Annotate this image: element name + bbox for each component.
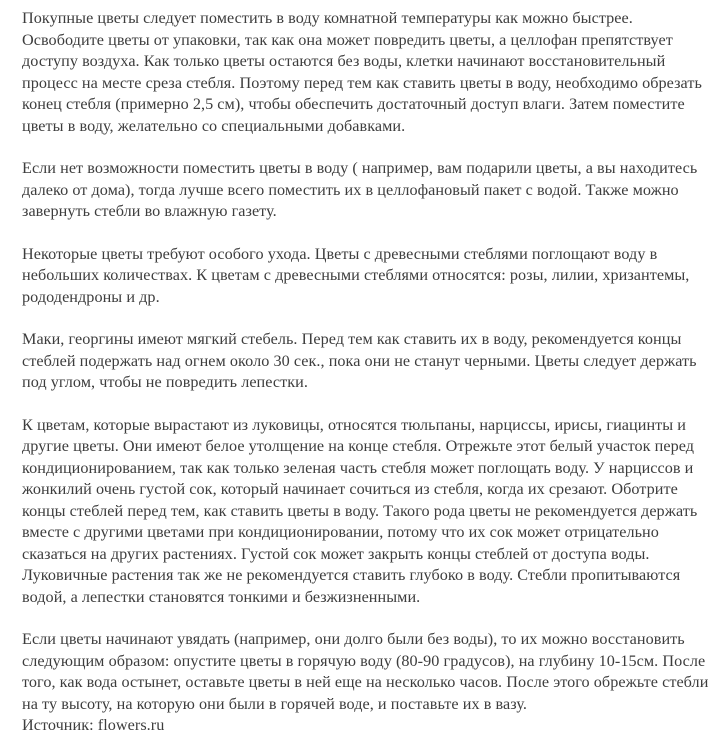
paragraph-soft-stems: Маки, георгины имеют мягкий стебель. Перед тем как ставить их в воду, рекомендуется концы стеблей подержать над огнем около 30 сек., пока они не станут черными. Цветы следует держать под углом, чтобы не повредить лепестки. [22,330,697,391]
paragraph-fresh-flowers: Покупные цветы следует поместить в воду комнатной температуры как можно быстрее. Освободите цветы от упаковки, так как она может повредить цветы, а целлофан препятствует доступу воздуха. Как только цветы остаются без воды, клетки начинают восстановительный процесс на месте среза стебля. Поэтому перед тем как ставить цветы в воду, необходимо обрезать конец стебля (примерно 2,5 см), чтобы обеспечить достаточный доступ влаги. Затем поместите цветы в воду, желательно со специальными добавками. [22,9,702,135]
source-line: Источник: flowers.ru [22,716,165,734]
paragraph-no-water: Если нет возможности поместить цветы в воду ( например, вам подарили цветы, а вы находитесь далеко от дома), тогда лучше всего поместить их в целлофановый пакет с водой. Также можно завернуть стебли во влажную газету. [22,159,698,220]
paragraph-bulb-flowers: К цветам, которые вырастают из луковицы, относятся тюльпаны, нарциссы, ирисы, гиацинты и другие цветы. Они имеют белое утолщение на конце стебля. Отрежьте этот белый участок перед кондиционированием, так как только зеленая часть стебля может поглощать воду. У нарциссов и жонкилий очень густой сок, который начинает сочиться из стебля, когда их срезают. Оботрите концы стеблей перед тем, как ставить цветы в воду. Такого рода цветы не рекомендуется держать вместе с другими цветами при кондиционировании, потому что их сок может отрицательно сказаться на других растениях. Густой сок может закрыть концы стеблей от доступа воды. Луковичные растения так же не рекомендуется ставить глубоко в воду. Стебли пропитываются водой, а лепестки становятся тонкими и безжизненными. [22,415,698,606]
paragraph-woody-stems: Некоторые цветы требуют особого ухода. Цветы с древесными стеблями поглощают воду в небольших количествах. К цветам с древесными стеблями относятся: розы, лилии, хризантемы, рододендроны и др. [22,244,690,306]
paragraph-wilting-flowers: Если цветы начинают увядать (например, они долго были без воды), то их можно восстановить следующим образом: опустите цветы в горячую воду (80-90 градусов), на глубину 10-15см. После того, как вода остынет, оставьте цветы в ней еще на несколько часов. После этого обрежьте стебли на ту высоту, на которую они были в горячей воде, и поставьте их в вазу. [22,630,709,713]
article-body [22,8,712,737]
